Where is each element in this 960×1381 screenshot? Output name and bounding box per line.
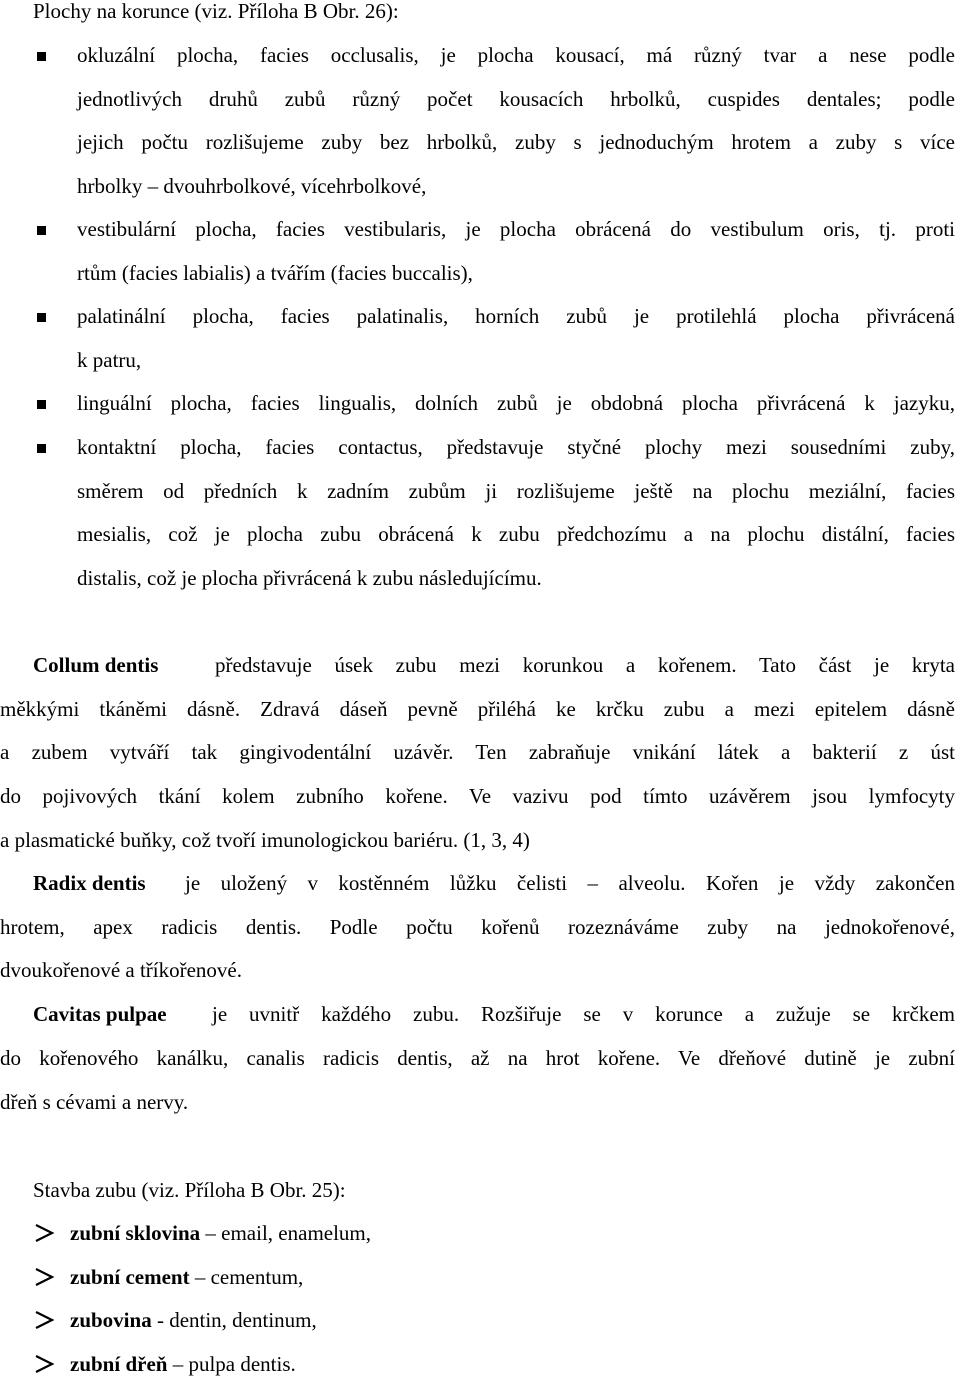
structure-term: zubní sklovina <box>70 1221 201 1245</box>
square-bullet-icon <box>37 226 46 235</box>
bullet-line: linguální plocha, facies lingualis, dolních zubů je obdobná plocha přivrácená k jazyku, <box>77 391 955 415</box>
arrow-bullet-icon <box>32 1221 56 1245</box>
square-bullet-icon <box>37 313 46 322</box>
structure-desc: – pulpa dentis. <box>172 1352 296 1376</box>
square-bullet-icon <box>37 52 46 61</box>
structure-desc: – cementum, <box>194 1265 304 1289</box>
paragraph-text: je uvnitř každého zubu. Rozšiřuje se v korunce a zužuje se krčkem <box>212 1002 955 1026</box>
paragraph-first-line <box>33 655 955 676</box>
bullet-line: palatinální plocha, facies palatinalis, horních zubů je protilehlá plocha přivrácená <box>77 304 955 328</box>
bullet-line: k patru, <box>77 348 142 372</box>
paragraph-line: a zubem vytváří tak gingivodentální uzávěr. Ten zabraňuje vnikání látek a bakterií z úst <box>0 740 955 764</box>
structure-term: zubovina <box>70 1308 152 1332</box>
structure-desc: – email, enamelum, <box>205 1221 372 1245</box>
paragraph-first-line <box>33 1004 955 1025</box>
structure-item <box>70 1354 296 1375</box>
arrow-bullet-icon <box>32 1265 56 1289</box>
structure-term: zubní dřeň <box>70 1352 168 1376</box>
arrow-bullet-icon <box>32 1352 56 1376</box>
paragraph-line: do kořenového kanálku, canalis radicis dentis, až na hrot kořene. Ve dřeňové dutině je zubní <box>0 1046 955 1070</box>
bullet-line: hrbolky – dvouhrbolkové, vícehrbolkové, <box>77 174 427 198</box>
square-bullet-icon <box>37 444 46 453</box>
paragraph-line: a plasmatické buňky, což tvoří imunologickou bariéru. (1, 3, 4) <box>0 828 530 852</box>
structure-term: zubní cement <box>70 1265 190 1289</box>
paragraph-line: dřeň s cévami a nervy. <box>0 1090 189 1114</box>
bullet-line: mesialis, což je plocha zubu obrácená k zubu předchozímu a na plochu distální, facies <box>77 522 955 546</box>
paragraph-line: hrotem, apex radicis dentis. Podle počtu kořenů rozeznáváme zuby na jednokořenové, <box>0 915 955 939</box>
bullet-line: rtům (facies labialis) a tvářím (facies buccalis), <box>77 261 473 285</box>
structure-desc: - dentin, dentinum, <box>156 1308 317 1332</box>
paragraph-text: představuje úsek zubu mezi korunkou a kořenem. Tato část je kryta <box>215 653 955 677</box>
bullet-line: jednotlivých druhů zubů různý počet kousacích hrbolků, cuspides dentales; podle <box>77 87 955 111</box>
paragraph-line: měkkými tkáněmi dásně. Zdravá dáseň pevně přiléhá ke krčku zubu a mezi epitelem dásně <box>0 697 955 721</box>
arrow-bullet-icon <box>32 1308 56 1332</box>
term-cavitas-pulpae: Cavitas pulpae <box>33 1002 167 1026</box>
paragraph-line: dvoukořenové a tříkořenové. <box>0 958 243 982</box>
paragraph-line: do pojivových tkání kolem zubního kořene. Ve vazivu pod tímto uzávěrem jsou lymfocyty <box>0 784 955 808</box>
section-heading-surfaces: Plochy na korunce (viz. Příloha B Obr. 26): <box>33 0 399 23</box>
structure-item <box>70 1310 317 1331</box>
bullet-line: směrem od předních k zadním zubům ji rozlišujeme ještě na plochu meziální, facies <box>77 479 955 503</box>
bullet-line: okluzální plocha, facies occlusalis, je plocha kousací, má různý tvar a nese podle <box>77 43 955 67</box>
bullet-line: jejich počtu rozlišujeme zuby bez hrbolků, zuby s jednoduchým hrotem a zuby s více <box>77 130 955 154</box>
section-heading-structure: Stavba zubu (viz. Příloha B Obr. 25): <box>33 1178 346 1202</box>
term-radix-dentis: Radix dentis <box>33 871 146 895</box>
bullet-line: kontaktní plocha, facies contactus, představuje styčné plochy mezi sousedními zuby, <box>77 435 955 459</box>
structure-item <box>70 1223 371 1244</box>
square-bullet-icon <box>37 400 46 409</box>
bullet-line: distalis, což je plocha přivrácená k zubu následujícímu. <box>77 566 542 590</box>
bullet-line: vestibulární plocha, facies vestibularis, je plocha obrácená do vestibulum oris, tj. proti <box>77 217 955 241</box>
structure-item <box>70 1267 303 1288</box>
term-collum-dentis: Collum dentis <box>33 653 159 677</box>
paragraph-first-line <box>33 873 955 894</box>
paragraph-text: je uložený v kostěnném lůžku čelisti – alveolu. Kořen je vždy zakončen <box>185 871 955 895</box>
